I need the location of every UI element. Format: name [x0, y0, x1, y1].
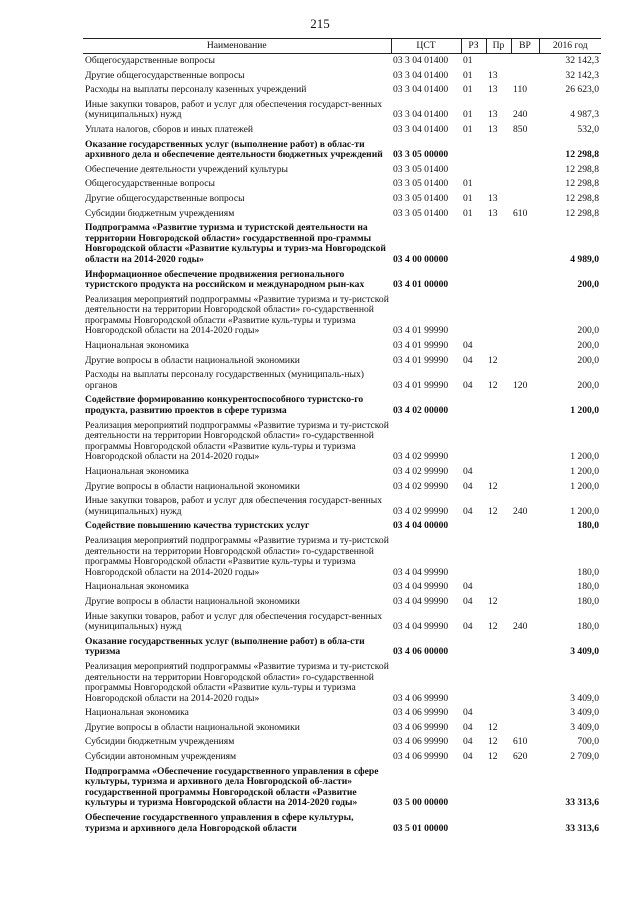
- row-section-code: 04: [463, 751, 473, 763]
- row-section-code: 01: [463, 123, 473, 135]
- row-name: Содействие формированию конкурентоспособного туристско-го продукта, развитию проектов в сфере туризма: [85, 394, 364, 417]
- row-name: Оказание государственных услуг (выполнение работ) в обла-сти туризма: [85, 635, 365, 658]
- row-name: Другие общегосударственные вопросы: [85, 69, 245, 81]
- row-amount: 12 298,8: [565, 178, 599, 190]
- row-amount: 1 200,0: [570, 505, 599, 517]
- row-section-code: 04: [463, 340, 473, 352]
- table-row: [83, 368, 601, 393]
- page-number: 215: [310, 16, 330, 31]
- row-expense-type-code: [511, 480, 539, 495]
- row-section-code: 04: [463, 595, 473, 607]
- row-amount: 200,0: [577, 379, 599, 391]
- row-subsection-code: 13: [488, 192, 498, 204]
- row-expense-type-code: [511, 660, 539, 706]
- row-subsection-code: [486, 465, 511, 480]
- row-expense-type-code: [511, 765, 539, 811]
- table-row: [83, 54, 601, 69]
- row-amount: 32 142,3: [565, 69, 599, 81]
- row-cst-code: 03 4 06 00000: [393, 646, 449, 658]
- row-subsection-code: [486, 811, 511, 836]
- row-subsection-code: [486, 54, 511, 69]
- row-expense-type-code: [511, 69, 539, 84]
- row-section-code: [461, 519, 486, 534]
- table-row: [83, 595, 601, 610]
- row-section-code: 04: [463, 721, 473, 733]
- row-expense-type-code: [511, 534, 539, 580]
- row-section-code: 01: [463, 207, 473, 219]
- row-expense-type-code: [511, 465, 539, 480]
- row-amount: 180,0: [577, 621, 599, 633]
- row-amount: 4 989,0: [570, 253, 599, 265]
- row-name: Реализация мероприятий подпрограммы «Развитие туризма и ту-ристской деятельности на территории Новгородской области» го-сударственной программы Новгородской области «Развитие куль-туры и туризма Новгородской области на 2014-2020 годы»: [85, 660, 389, 704]
- header-vr: ВР: [511, 39, 539, 54]
- row-amount: 33 313,6: [565, 797, 599, 809]
- row-subsection-code: 12: [488, 621, 498, 633]
- row-section-code: 04: [463, 621, 473, 633]
- row-amount: 532,0: [577, 123, 599, 135]
- row-expense-type-code: [511, 354, 539, 369]
- header-rz: РЗ: [461, 39, 486, 54]
- row-amount: 2 709,0: [570, 751, 599, 763]
- table-row: [83, 811, 601, 836]
- row-name: Расходы на выплаты персоналу государственных (муниципаль-ных) органов: [85, 369, 364, 391]
- row-expense-type-code: [511, 177, 539, 192]
- row-subsection-code: [486, 138, 511, 163]
- row-section-code: 01: [463, 69, 473, 81]
- row-expense-type-code: 110: [513, 84, 528, 96]
- row-name: Реализация мероприятий подпрограммы «Развитие туризма и ту-ристской деятельности на территории Новгородской области» го-сударственной программы Новгородской области «Развитие куль-туры и туризма Новгородской области на 2014-2020 годы»: [85, 293, 389, 337]
- row-amount: 1 200,0: [570, 405, 599, 417]
- row-section-code: 04: [463, 707, 473, 719]
- row-cst-code: 03 4 01 99990: [393, 354, 449, 366]
- row-name: Иные закупки товаров, работ и услуг для обеспечения государст-венных (муниципальных) нужд: [85, 98, 382, 121]
- table-row: [83, 580, 601, 595]
- row-section-code: 04: [463, 480, 473, 492]
- row-name: Общегосударственные вопросы: [85, 55, 215, 66]
- row-expense-type-code: [511, 192, 539, 207]
- row-amount: 180,0: [577, 566, 599, 578]
- row-section-code: [461, 293, 486, 339]
- row-subsection-code: [486, 580, 511, 595]
- header-year: 2016 год: [539, 39, 601, 54]
- row-cst-code: 03 3 05 01400: [393, 207, 449, 219]
- table-row: [83, 735, 601, 750]
- row-cst-code: 03 4 01 99990: [393, 340, 449, 352]
- table-row: [83, 635, 601, 660]
- row-section-code: 04: [463, 379, 473, 391]
- row-subsection-code: 12: [488, 354, 498, 366]
- row-name: Содействие повышению качества туристских услуг: [85, 520, 310, 532]
- row-section-code: [461, 534, 486, 580]
- row-subsection-code: [486, 765, 511, 811]
- header-name: Наименование: [83, 39, 391, 54]
- row-subsection-code: 12: [488, 480, 498, 492]
- row-cst-code: 03 4 06 99990: [393, 721, 449, 733]
- table-row: [83, 83, 601, 98]
- row-cst-code: 03 4 04 00000: [393, 520, 449, 532]
- row-section-code: [461, 811, 486, 836]
- row-subsection-code: 12: [488, 379, 498, 391]
- row-subsection-code: [486, 706, 511, 721]
- row-cst-code: 03 4 01 99990: [393, 325, 449, 337]
- row-expense-type-code: 120: [513, 379, 528, 391]
- row-cst-code: 03 4 04 99990: [393, 595, 449, 607]
- table-row: [83, 177, 601, 192]
- row-section-code: [461, 765, 486, 811]
- row-section-code: [461, 393, 486, 418]
- row-expense-type-code: 240: [513, 505, 528, 517]
- row-subsection-code: [486, 339, 511, 354]
- table-row: [83, 293, 601, 339]
- row-cst-code: 03 4 02 99990: [393, 451, 449, 463]
- row-section-code: 04: [463, 354, 473, 366]
- row-cst-code: 03 3 04 01400: [393, 84, 449, 96]
- row-section-code: [461, 138, 486, 163]
- row-cst-code: 03 3 05 00000: [393, 149, 449, 161]
- row-subsection-code: [486, 419, 511, 465]
- table-row: [83, 221, 601, 267]
- row-cst-code: 03 5 01 00000: [393, 822, 449, 834]
- row-section-code: 01: [463, 192, 473, 204]
- header-cst: ЦСТ: [391, 39, 461, 54]
- row-section-code: 01: [463, 178, 473, 190]
- row-subsection-code: [486, 393, 511, 418]
- table-row: [83, 123, 601, 138]
- row-subsection-code: [486, 519, 511, 534]
- row-subsection-code: 12: [488, 505, 498, 517]
- table-row: [83, 393, 601, 418]
- row-amount: 33 313,6: [565, 822, 599, 834]
- row-subsection-code: 13: [488, 69, 498, 81]
- table-row: [83, 534, 601, 580]
- row-expense-type-code: [511, 221, 539, 267]
- row-name: Другие общегосударственные вопросы: [85, 192, 245, 204]
- header-pr: Пр: [486, 39, 511, 54]
- row-name: Уплата налогов, сборов и иных платежей: [85, 123, 254, 135]
- row-cst-code: 03 3 04 01400: [393, 55, 449, 66]
- row-cst-code: 03 4 04 99990: [393, 621, 449, 633]
- table-row: [83, 610, 601, 635]
- row-expense-type-code: [511, 54, 539, 69]
- row-subsection-code: 12: [488, 721, 498, 733]
- row-section-code: 04: [463, 581, 473, 593]
- row-cst-code: 03 4 02 99990: [393, 466, 449, 477]
- table-row: [83, 750, 601, 765]
- row-amount: 700,0: [577, 736, 599, 748]
- row-expense-type-code: [511, 721, 539, 736]
- table-row: [83, 706, 601, 721]
- row-subsection-code: [486, 163, 511, 178]
- row-name: Расходы на выплаты персоналу казенных учреждений: [85, 84, 307, 96]
- row-amount: 1 200,0: [570, 451, 599, 463]
- row-cst-code: 03 3 05 01400: [393, 192, 449, 204]
- row-amount: 200,0: [577, 340, 599, 352]
- row-name: Национальная экономика: [85, 581, 189, 593]
- row-amount: 4 987,3: [570, 109, 599, 121]
- row-section-code: 01: [463, 55, 473, 66]
- row-expense-type-code: 240: [513, 621, 528, 633]
- row-section-code: 04: [463, 466, 473, 477]
- row-expense-type-code: 610: [513, 207, 528, 219]
- row-section-code: [461, 419, 486, 465]
- row-cst-code: 03 4 02 99990: [393, 480, 449, 492]
- row-name: Субсидии бюджетным учреждениям: [85, 207, 235, 219]
- row-amount: 12 298,8: [565, 192, 599, 204]
- row-cst-code: 03 4 00 00000: [393, 253, 449, 265]
- row-name: Национальная экономика: [85, 340, 189, 352]
- table-row: [83, 480, 601, 495]
- row-subsection-code: [486, 177, 511, 192]
- row-amount: 180,0: [577, 595, 599, 607]
- row-amount: 12 298,8: [565, 149, 599, 161]
- row-name: Оказание государственных услуг (выполнение работ) в облас-ти архивного дела и обеспечение деятельности бюджетных учреждений: [85, 138, 383, 161]
- row-subsection-code: [486, 268, 511, 293]
- row-amount: 3 409,0: [570, 646, 599, 658]
- row-section-code: [461, 268, 486, 293]
- row-cst-code: 03 3 04 01400: [393, 69, 449, 81]
- row-section-code: 01: [463, 84, 473, 96]
- row-amount: 200,0: [577, 279, 599, 291]
- row-cst-code: 03 4 02 00000: [393, 405, 449, 417]
- row-section-code: 01: [463, 109, 473, 121]
- row-expense-type-code: [511, 393, 539, 418]
- row-name: Иные закупки товаров, работ и услуг для обеспечения государст-венных (муниципальных) нужд: [85, 610, 382, 633]
- row-amount: 12 298,8: [565, 163, 599, 175]
- row-amount: 1 200,0: [570, 466, 599, 477]
- row-cst-code: 03 4 06 99990: [393, 736, 449, 748]
- row-subsection-code: [486, 293, 511, 339]
- row-expense-type-code: 240: [513, 109, 528, 121]
- budget-table: [83, 38, 601, 836]
- row-subsection-code: [486, 660, 511, 706]
- row-section-code: [461, 635, 486, 660]
- row-name: Другие вопросы в области национальной экономики: [85, 721, 300, 733]
- row-subsection-code: 12: [488, 736, 498, 748]
- table-row: [83, 163, 601, 178]
- row-cst-code: 03 4 02 99990: [393, 505, 449, 517]
- row-cst-code: 03 4 01 00000: [393, 279, 449, 291]
- row-amount: 200,0: [577, 325, 599, 337]
- row-name: Другие вопросы в области национальной экономики: [85, 595, 300, 607]
- table-row: [83, 339, 601, 354]
- table-row: [83, 660, 601, 706]
- row-expense-type-code: [511, 595, 539, 610]
- table-row: [83, 192, 601, 207]
- row-name: Другие вопросы в области национальной экономики: [85, 354, 300, 366]
- row-subsection-code: 12: [488, 595, 498, 607]
- row-subsection-code: 13: [488, 84, 498, 96]
- table-body: [83, 54, 601, 837]
- table-row: [83, 354, 601, 369]
- row-cst-code: 03 4 04 99990: [393, 581, 449, 593]
- row-amount: 180,0: [577, 520, 599, 532]
- row-amount: 1 200,0: [570, 480, 599, 492]
- row-amount: 12 298,8: [565, 207, 599, 219]
- row-amount: 180,0: [577, 581, 599, 593]
- row-name: Субсидии автономным учреждениям: [85, 751, 237, 763]
- row-expense-type-code: 850: [513, 123, 528, 135]
- row-name: Подпрограмма «Обеспечение государственного управления в сфере культуры, туризма и архивного дела Новгородской об-ласти» государственной программы Новгородской области «Развитие культуры и туризма Новгородской области на 2014-2020 годы»: [85, 765, 379, 809]
- row-cst-code: 03 4 04 99990: [393, 566, 449, 578]
- row-cst-code: 03 3 04 01400: [393, 109, 449, 121]
- table-header-row: [83, 39, 601, 54]
- row-cst-code: 03 4 06 99990: [393, 692, 449, 704]
- row-expense-type-code: [511, 519, 539, 534]
- row-expense-type-code: [511, 268, 539, 293]
- row-subsection-code: [486, 635, 511, 660]
- row-cst-code: 03 5 00 00000: [393, 797, 449, 809]
- row-name: Реализация мероприятий подпрограммы «Развитие туризма и ту-ристской деятельности на территории Новгородской области» го-сударственной программы Новгородской области «Развитие куль-туры и туризма Новгородской области на 2014-2020 годы»: [85, 419, 389, 463]
- table-row: [83, 721, 601, 736]
- row-expense-type-code: 620: [513, 751, 528, 763]
- row-amount: 3 409,0: [570, 692, 599, 704]
- table-row: [83, 519, 601, 534]
- row-expense-type-code: [511, 580, 539, 595]
- row-expense-type-code: [511, 706, 539, 721]
- row-expense-type-code: [511, 339, 539, 354]
- row-expense-type-code: [511, 419, 539, 465]
- row-cst-code: 03 4 01 99990: [393, 379, 449, 391]
- row-name: Субсидии бюджетным учреждениям: [85, 736, 235, 748]
- row-section-code: [461, 660, 486, 706]
- row-name: Национальная экономика: [85, 707, 189, 719]
- row-name: Национальная экономика: [85, 466, 189, 477]
- row-name: Реализация мероприятий подпрограммы «Развитие туризма и ту-ристской деятельности на территории Новгородской области» го-сударственной программы Новгородской области «Развитие куль-туры и туризма Новгородской области на 2014-2020 годы»: [85, 534, 389, 578]
- row-name: Иные закупки товаров, работ и услуг для обеспечения государст-венных (муниципальных) нужд: [85, 495, 382, 517]
- row-expense-type-code: [511, 811, 539, 836]
- row-amount: 32 142,3: [565, 55, 599, 66]
- table-row: [83, 765, 601, 811]
- row-section-code: 04: [463, 505, 473, 517]
- row-subsection-code: 13: [488, 109, 498, 121]
- table-row: [83, 419, 601, 465]
- row-name: Обеспечение государственного управления в сфере культуры, туризма и архивного дела Новгородской области: [85, 812, 354, 834]
- row-expense-type-code: [511, 138, 539, 163]
- row-subsection-code: [486, 534, 511, 580]
- row-amount: 26 623,0: [565, 84, 599, 96]
- row-amount: 3 409,0: [570, 721, 599, 733]
- row-expense-type-code: 610: [513, 736, 528, 748]
- row-cst-code: 03 3 05 01400: [393, 163, 449, 175]
- table-row: [83, 465, 601, 480]
- table-row: [83, 98, 601, 123]
- row-section-code: [461, 163, 486, 178]
- row-expense-type-code: [511, 635, 539, 660]
- row-cst-code: 03 3 04 01400: [393, 123, 449, 135]
- row-subsection-code: 12: [488, 751, 498, 763]
- table-row: [83, 207, 601, 222]
- row-name: Обеспечение деятельности учреждений культуры: [85, 163, 288, 175]
- row-cst-code: 03 3 05 01400: [393, 178, 449, 190]
- row-section-code: [461, 221, 486, 267]
- row-cst-code: 03 4 06 99990: [393, 707, 449, 719]
- row-subsection-code: [486, 221, 511, 267]
- row-name: Подпрограмма «Развитие туризма и туристской деятельности на территории Новгородской области» государственной про-граммы Новгородской области «Развитие культуры и туриз-ма Новгородской области на 2014-2020 годы»: [85, 222, 386, 265]
- table-row: [83, 138, 601, 163]
- row-expense-type-code: [511, 293, 539, 339]
- row-section-code: 04: [463, 736, 473, 748]
- table-row: [83, 268, 601, 293]
- row-amount: 200,0: [577, 354, 599, 366]
- row-name: Другие вопросы в области национальной экономики: [85, 480, 300, 492]
- row-expense-type-code: [511, 163, 539, 178]
- row-subsection-code: 13: [488, 207, 498, 219]
- row-cst-code: 03 4 06 99990: [393, 751, 449, 763]
- row-name: Общегосударственные вопросы: [85, 178, 215, 190]
- row-subsection-code: 13: [488, 123, 498, 135]
- table-row: [83, 69, 601, 84]
- row-name: Информационное обеспечение продвижения регионального туристского продукта на российском и международном рын-ках: [85, 268, 365, 291]
- table-row: [83, 494, 601, 519]
- row-amount: 3 409,0: [570, 707, 599, 719]
